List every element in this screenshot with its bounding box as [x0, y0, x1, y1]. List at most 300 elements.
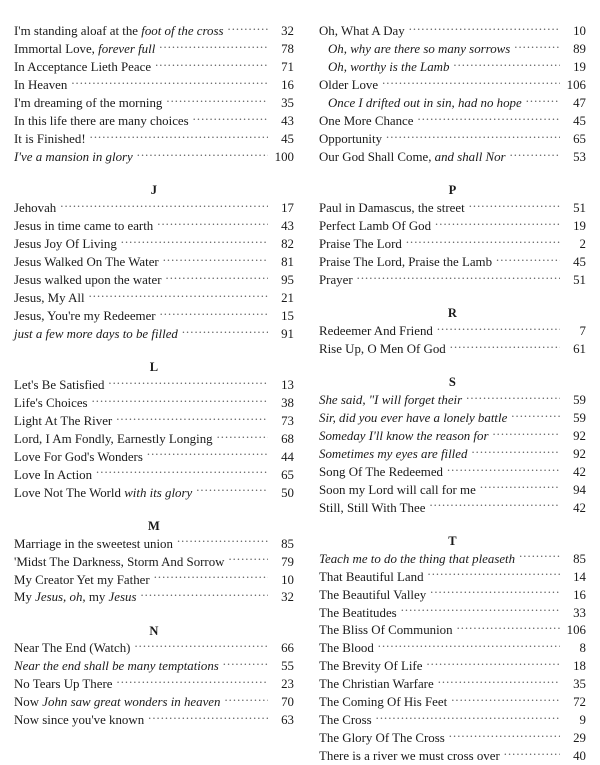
- index-entry-page-number: 43: [281, 218, 294, 233]
- index-entry-title: [328, 95, 524, 112]
- index-entry-page-number: 66: [281, 641, 294, 656]
- index-entry[interactable]: [319, 658, 586, 676]
- title-roman-part: Still, Still With Thee: [319, 500, 426, 515]
- title-roman-part: my: [85, 590, 109, 605]
- index-entry[interactable]: [319, 586, 586, 604]
- title-roman-part: The Beautiful Valley: [319, 587, 427, 602]
- index-entry-title: [14, 712, 146, 729]
- index-entry-page-number: 106: [566, 623, 586, 638]
- section-letter-heading: J: [150, 182, 158, 197]
- title-roman-part: 'Midst The Darkness, Storm And Sorrow: [14, 554, 225, 569]
- title-roman-part: Praise The Lord: [319, 236, 402, 251]
- title-roman-part: Now since you've known: [14, 713, 145, 728]
- title-italic-part: foot of the cross: [141, 23, 224, 38]
- index-entry-page-number: 51: [573, 200, 586, 215]
- index-entry-title: [319, 149, 508, 166]
- section-spacer: [14, 607, 294, 624]
- index-entry[interactable]: [319, 568, 586, 586]
- index-entry[interactable]: [14, 658, 294, 676]
- dot-leader: [450, 340, 560, 353]
- index-entry-page-number: 38: [281, 395, 294, 410]
- title-roman-part: Love Not The World: [14, 485, 125, 500]
- index-entry[interactable]: [319, 747, 586, 765]
- index-entry-title: [319, 605, 399, 622]
- index-entry[interactable]: [319, 148, 586, 166]
- title-roman-part: In this life there are many choices: [14, 113, 189, 128]
- index-entry[interactable]: [14, 112, 294, 130]
- index-entry-title: [14, 218, 155, 235]
- title-roman-part: The Christian Warfare: [319, 677, 434, 692]
- section-spacer: [319, 289, 586, 306]
- index-entry-title: [14, 149, 135, 166]
- dot-leader: [60, 199, 268, 212]
- title-roman-part: Jesus Walked On The Water: [14, 254, 159, 269]
- index-entry-page-number: 82: [281, 236, 294, 251]
- title-italic-part: forever full: [98, 41, 156, 56]
- index-entry[interactable]: [14, 289, 294, 307]
- index-entry-page-number: 79: [281, 554, 294, 569]
- index-entry[interactable]: [14, 199, 294, 217]
- index-entry[interactable]: [14, 217, 294, 235]
- index-entry[interactable]: [14, 412, 294, 430]
- index-entry-page-number: 42: [573, 464, 586, 479]
- title-roman-part: Life's Choices: [14, 395, 88, 410]
- index-entry-page-number: 10: [281, 572, 294, 587]
- index-entry-title: [319, 272, 355, 289]
- title-roman-part: Jesus, My All: [14, 290, 85, 305]
- title-roman-part: Rise Up, O Men Of God: [319, 341, 446, 356]
- dot-leader: [166, 94, 268, 107]
- dot-leader: [71, 76, 268, 89]
- index-entry-page-number: 13: [281, 377, 294, 392]
- index-entry-page-number: 95: [281, 272, 294, 287]
- index-entry[interactable]: [14, 376, 294, 394]
- dot-leader: [382, 76, 560, 89]
- index-entry-page-number: 33: [573, 605, 586, 620]
- index-entry[interactable]: [319, 445, 586, 463]
- dot-leader: [89, 289, 268, 302]
- section-letter-heading: R: [447, 305, 458, 320]
- section-letter-heading: L: [149, 359, 159, 374]
- index-entry-page-number: 59: [573, 410, 586, 425]
- index-entry[interactable]: [14, 640, 294, 658]
- dot-leader: [96, 466, 268, 479]
- index-entry-page-number: 21: [281, 290, 294, 305]
- title-roman-part: Perfect Lamb Of God: [319, 218, 432, 233]
- index-entry-page-number: 29: [573, 731, 586, 746]
- dot-leader: [453, 58, 560, 71]
- index-entry-title: [14, 536, 175, 553]
- title-italic-part: Jesus: [108, 590, 137, 605]
- title-roman-part: The Coming Of His Feet: [319, 695, 448, 710]
- index-entry-page-number: 78: [281, 41, 294, 56]
- index-entry-title: [319, 218, 433, 235]
- index-entry[interactable]: [319, 604, 586, 622]
- index-entry-title: [14, 485, 194, 502]
- index-entry-page-number: 10: [573, 23, 586, 38]
- title-roman-part: Immortal Love,: [14, 41, 99, 56]
- index-entry[interactable]: [14, 94, 294, 112]
- dot-leader: [426, 658, 560, 671]
- index-entry[interactable]: [14, 325, 294, 343]
- index-entry-title: [14, 694, 222, 711]
- section-letter-heading: T: [448, 533, 457, 548]
- dot-leader: [406, 235, 560, 248]
- index-entry[interactable]: [319, 217, 586, 235]
- index-entry-title: [14, 131, 88, 148]
- index-entry[interactable]: [319, 253, 586, 271]
- index-entry[interactable]: [14, 430, 294, 448]
- index-entry-page-number: 51: [573, 272, 586, 287]
- index-entry-page-number: 8: [579, 641, 586, 656]
- index-entry-page-number: 16: [573, 587, 586, 602]
- index-entry-title: [14, 59, 153, 76]
- index-entry[interactable]: [14, 535, 294, 553]
- title-italic-part: Oh, why are there so many sorrows: [328, 41, 511, 56]
- index-entry-page-number: 85: [573, 551, 586, 566]
- section-letter-heading: M: [148, 518, 160, 533]
- dot-leader: [451, 694, 560, 707]
- index-entry[interactable]: [14, 712, 294, 730]
- dot-leader: [121, 235, 268, 248]
- index-entry[interactable]: [14, 676, 294, 694]
- index-entry-page-number: 63: [281, 713, 294, 728]
- index-entry-page-number: 59: [573, 392, 586, 407]
- index-entry-page-number: 32: [281, 23, 294, 38]
- index-entry[interactable]: [319, 22, 586, 40]
- dot-leader: [155, 58, 268, 71]
- title-roman-part: Love In Action: [14, 467, 93, 482]
- index-entry-page-number: 19: [573, 59, 586, 74]
- dot-leader: [148, 712, 268, 725]
- index-entry-page-number: 2: [579, 236, 586, 251]
- index-entry-title: [319, 341, 448, 358]
- index-entry[interactable]: [14, 58, 294, 76]
- index-entry-title: [319, 131, 384, 148]
- title-roman-part: Older Love: [319, 77, 379, 92]
- index-section: [14, 360, 294, 502]
- index-entry-page-number: 16: [281, 77, 294, 92]
- index-section: [319, 375, 586, 517]
- index-entry[interactable]: [14, 589, 294, 607]
- title-roman-part: The Blood: [319, 641, 374, 656]
- index-entry-title: [14, 200, 58, 217]
- index-entry[interactable]: [319, 463, 586, 481]
- title-italic-part: just a few more days to be filled: [14, 326, 178, 341]
- index-entry-page-number: 40: [573, 749, 586, 764]
- dot-leader: [457, 622, 560, 635]
- title-roman-part: Jesus, You're my Redeemer: [14, 308, 156, 323]
- dot-leader: [449, 730, 560, 743]
- index-entry-title: [319, 640, 376, 657]
- index-section: [14, 183, 294, 343]
- index-entry-page-number: 65: [573, 131, 586, 146]
- index-entry-title: [319, 748, 502, 765]
- title-roman-part: Let's Be Satisfied: [14, 377, 105, 392]
- title-roman-part: My Creator Yet my Father: [14, 572, 150, 587]
- title-roman-part: The Glory Of The Cross: [319, 731, 445, 746]
- index-entry[interactable]: [319, 712, 586, 730]
- index-entry-page-number: 42: [573, 500, 586, 515]
- index-entry-title: [14, 41, 157, 58]
- title-roman-part: Light At The River: [14, 413, 113, 428]
- index-entry-page-number: 19: [573, 218, 586, 233]
- index-entry-title: [319, 587, 428, 604]
- index-entry[interactable]: [14, 394, 294, 412]
- index-entry[interactable]: [14, 235, 294, 253]
- index-section: [14, 519, 294, 607]
- index-entry-title: [319, 113, 416, 130]
- section-letter-heading: N: [149, 623, 159, 638]
- index-section: [14, 22, 294, 166]
- dot-leader: [92, 394, 268, 407]
- title-roman-part: I'm dreaming of the morning: [14, 95, 163, 110]
- title-roman-part: Jesus walked upon the water: [14, 272, 162, 287]
- index-entry[interactable]: [319, 550, 586, 568]
- index-entry-page-number: 17: [281, 200, 294, 215]
- index-entry-page-number: 100: [274, 149, 294, 164]
- dot-leader: [228, 553, 268, 566]
- index-entry-title: [14, 572, 152, 589]
- index-entry-title: [14, 449, 145, 466]
- index-entry-title: [14, 431, 215, 448]
- index-entry-title: [319, 712, 374, 729]
- index-entry[interactable]: [14, 448, 294, 466]
- index-entry-page-number: 73: [281, 413, 294, 428]
- index-entry-page-number: 44: [281, 449, 294, 464]
- index-entry[interactable]: [319, 322, 586, 340]
- title-italic-part: Sir, did you ever have a lonely battle: [319, 410, 508, 425]
- index-entry-title: [319, 694, 449, 711]
- dot-leader: [429, 499, 560, 512]
- index-entry-title: [319, 464, 445, 481]
- index-entry[interactable]: [14, 148, 294, 166]
- dot-leader: [386, 130, 560, 143]
- dot-leader: [163, 253, 268, 266]
- index-entry-page-number: 35: [573, 677, 586, 692]
- index-entry[interactable]: [14, 553, 294, 571]
- dot-leader: [108, 376, 268, 389]
- index-entry[interactable]: [319, 640, 586, 658]
- title-roman-part: In Heaven: [14, 77, 68, 92]
- title-roman-part: Oh, What A Day: [319, 23, 405, 38]
- title-italic-part: Once I drifted out in sin, had no hope: [328, 95, 522, 110]
- index-entry-title: [319, 200, 467, 217]
- title-roman-part: Jesus Joy Of Living: [14, 236, 117, 251]
- dot-leader: [438, 676, 560, 689]
- index-entry-page-number: 32: [281, 590, 294, 605]
- index-entry[interactable]: [14, 130, 294, 148]
- index-entry-title: [319, 676, 436, 693]
- index-entry-title: [319, 730, 447, 747]
- dot-leader: [418, 112, 561, 125]
- title-roman-part: One More Chance: [319, 113, 414, 128]
- dot-leader: [435, 217, 560, 230]
- index-section: [319, 22, 586, 166]
- index-entry[interactable]: [319, 235, 586, 253]
- index-entry-page-number: 9: [579, 713, 586, 728]
- dot-leader: [430, 586, 560, 599]
- dot-leader: [471, 445, 560, 458]
- index-entry[interactable]: [319, 622, 586, 640]
- title-roman-part: Now: [14, 695, 43, 710]
- index-entry-page-number: 92: [573, 446, 586, 461]
- index-entry[interactable]: [14, 253, 294, 271]
- dot-leader: [357, 271, 560, 284]
- section-letter-heading: P: [448, 182, 457, 197]
- dot-leader: [519, 550, 560, 563]
- dot-leader: [510, 148, 560, 161]
- index-entry-title: [319, 569, 426, 586]
- index-entry-page-number: 68: [281, 431, 294, 446]
- index-entry-page-number: 45: [281, 131, 294, 146]
- title-roman-part: Prayer: [319, 272, 353, 287]
- index-entry-page-number: 106: [566, 77, 586, 92]
- dot-leader: [224, 694, 268, 707]
- index-section: [319, 534, 586, 765]
- index-entry[interactable]: [14, 466, 294, 484]
- dot-leader: [159, 40, 268, 53]
- title-roman-part: It is Finished!: [14, 131, 86, 146]
- section-spacer: [319, 166, 586, 183]
- index-entry-title: [14, 254, 161, 271]
- index-entry-title: [14, 23, 226, 40]
- index-entry[interactable]: [319, 199, 586, 217]
- index-entry-page-number: 50: [281, 485, 294, 500]
- title-roman-part: Near The End (Watch): [14, 641, 131, 656]
- dot-leader: [90, 130, 268, 143]
- index-entry-page-number: 91: [281, 326, 294, 341]
- index-entry-title: [14, 377, 106, 394]
- dot-leader: [480, 481, 560, 494]
- index-entry-page-number: 92: [573, 428, 586, 443]
- index-entry[interactable]: [319, 271, 586, 289]
- title-italic-part: Sometimes my eyes are filled: [319, 446, 468, 461]
- dot-leader: [217, 430, 268, 443]
- index-entry-title: [14, 290, 87, 307]
- dot-leader: [160, 307, 268, 320]
- dot-leader: [496, 253, 560, 266]
- index-entry-page-number: 55: [281, 659, 294, 674]
- index-entry-title: [14, 589, 138, 606]
- title-roman-part: Jesus in time came to earth: [14, 218, 154, 233]
- index-entry-title: [319, 23, 407, 40]
- index-entry-title: [14, 676, 115, 693]
- index-entry-page-number: 35: [281, 95, 294, 110]
- title-roman-part: Soon my Lord will call for me: [319, 482, 476, 497]
- index-entry-title: [14, 658, 221, 675]
- index-entry-page-number: 94: [573, 482, 586, 497]
- index-entry-title: [14, 308, 158, 325]
- dot-leader: [117, 676, 269, 689]
- index-entry[interactable]: [14, 22, 294, 40]
- index-entry-page-number: 89: [573, 41, 586, 56]
- index-entry[interactable]: [319, 427, 586, 445]
- dot-leader: [166, 271, 269, 284]
- index-column-right: [300, 22, 586, 764]
- index-entry[interactable]: [14, 307, 294, 325]
- dot-leader: [137, 148, 268, 161]
- title-roman-part: The Bliss Of Communion: [319, 623, 453, 638]
- index-entry[interactable]: [14, 484, 294, 502]
- index-entry-title: [14, 395, 90, 412]
- index-entry-title: [14, 326, 180, 343]
- title-roman-part: Praise The Lord, Praise the Lamb: [319, 254, 493, 269]
- index-entry[interactable]: [319, 130, 586, 148]
- index-entry[interactable]: [319, 340, 586, 358]
- index-entry[interactable]: [14, 694, 294, 712]
- title-italic-part: and shall Nor: [434, 149, 506, 164]
- index-entry-title: [328, 41, 512, 58]
- index-entry[interactable]: [319, 94, 586, 112]
- title-roman-part: My: [14, 590, 36, 605]
- index-entry[interactable]: [14, 571, 294, 589]
- dot-leader: [177, 535, 268, 548]
- dot-leader: [223, 658, 268, 671]
- index-entry[interactable]: [14, 76, 294, 94]
- index-entry-page-number: 23: [281, 677, 294, 692]
- title-roman-part: There is a river we must cross over: [319, 749, 500, 764]
- index-entry[interactable]: [319, 499, 586, 517]
- title-roman-part: Love For God's Wonders: [14, 449, 143, 464]
- dot-leader: [466, 391, 560, 404]
- index-entry[interactable]: [319, 694, 586, 712]
- section-spacer: [319, 358, 586, 375]
- index-entry[interactable]: [319, 409, 586, 427]
- index-entry-page-number: 53: [573, 149, 586, 164]
- index-entry-title: [319, 658, 424, 675]
- index-entry[interactable]: [319, 76, 586, 94]
- index-entry-title: [319, 392, 464, 409]
- title-roman-part: Lord, I Am Fondly, Earnestly Longing: [14, 431, 213, 446]
- index-entry-title: [14, 236, 119, 253]
- title-roman-part: The Cross: [319, 713, 372, 728]
- index-entry[interactable]: [319, 58, 586, 76]
- index-entry-title: [14, 640, 132, 657]
- title-roman-part: That Beautiful Land: [319, 569, 424, 584]
- index-entry-title: [319, 482, 478, 499]
- index-entry[interactable]: [14, 40, 294, 58]
- index-entry[interactable]: [319, 730, 586, 748]
- title-roman-part: No Tears Up There: [14, 677, 113, 692]
- index-entry-title: [14, 113, 191, 130]
- index-entry-title: [14, 413, 114, 430]
- dot-leader: [182, 325, 268, 338]
- index-entry-page-number: 81: [281, 254, 294, 269]
- index-entry[interactable]: [319, 40, 586, 58]
- section-letter-heading: S: [448, 374, 457, 389]
- dot-leader: [196, 484, 268, 497]
- index-entry-page-number: 70: [281, 695, 294, 710]
- dot-leader: [154, 571, 268, 584]
- index-entry[interactable]: [319, 676, 586, 694]
- title-roman-part: Opportunity: [319, 131, 383, 146]
- dot-leader: [428, 568, 560, 581]
- index-section: [319, 306, 586, 358]
- dot-leader: [228, 22, 269, 35]
- section-spacer: [319, 517, 586, 534]
- index-entry-title: [319, 323, 435, 340]
- title-roman-part: In Acceptance Lieth Peace: [14, 59, 152, 74]
- index-section: [319, 183, 586, 289]
- index-entry[interactable]: [319, 391, 586, 409]
- index-entry-title: [14, 77, 69, 94]
- index-entry[interactable]: [319, 112, 586, 130]
- index-entry[interactable]: [319, 481, 586, 499]
- index-entry-title: [14, 554, 226, 571]
- dot-leader: [437, 322, 560, 335]
- index-entry[interactable]: [14, 271, 294, 289]
